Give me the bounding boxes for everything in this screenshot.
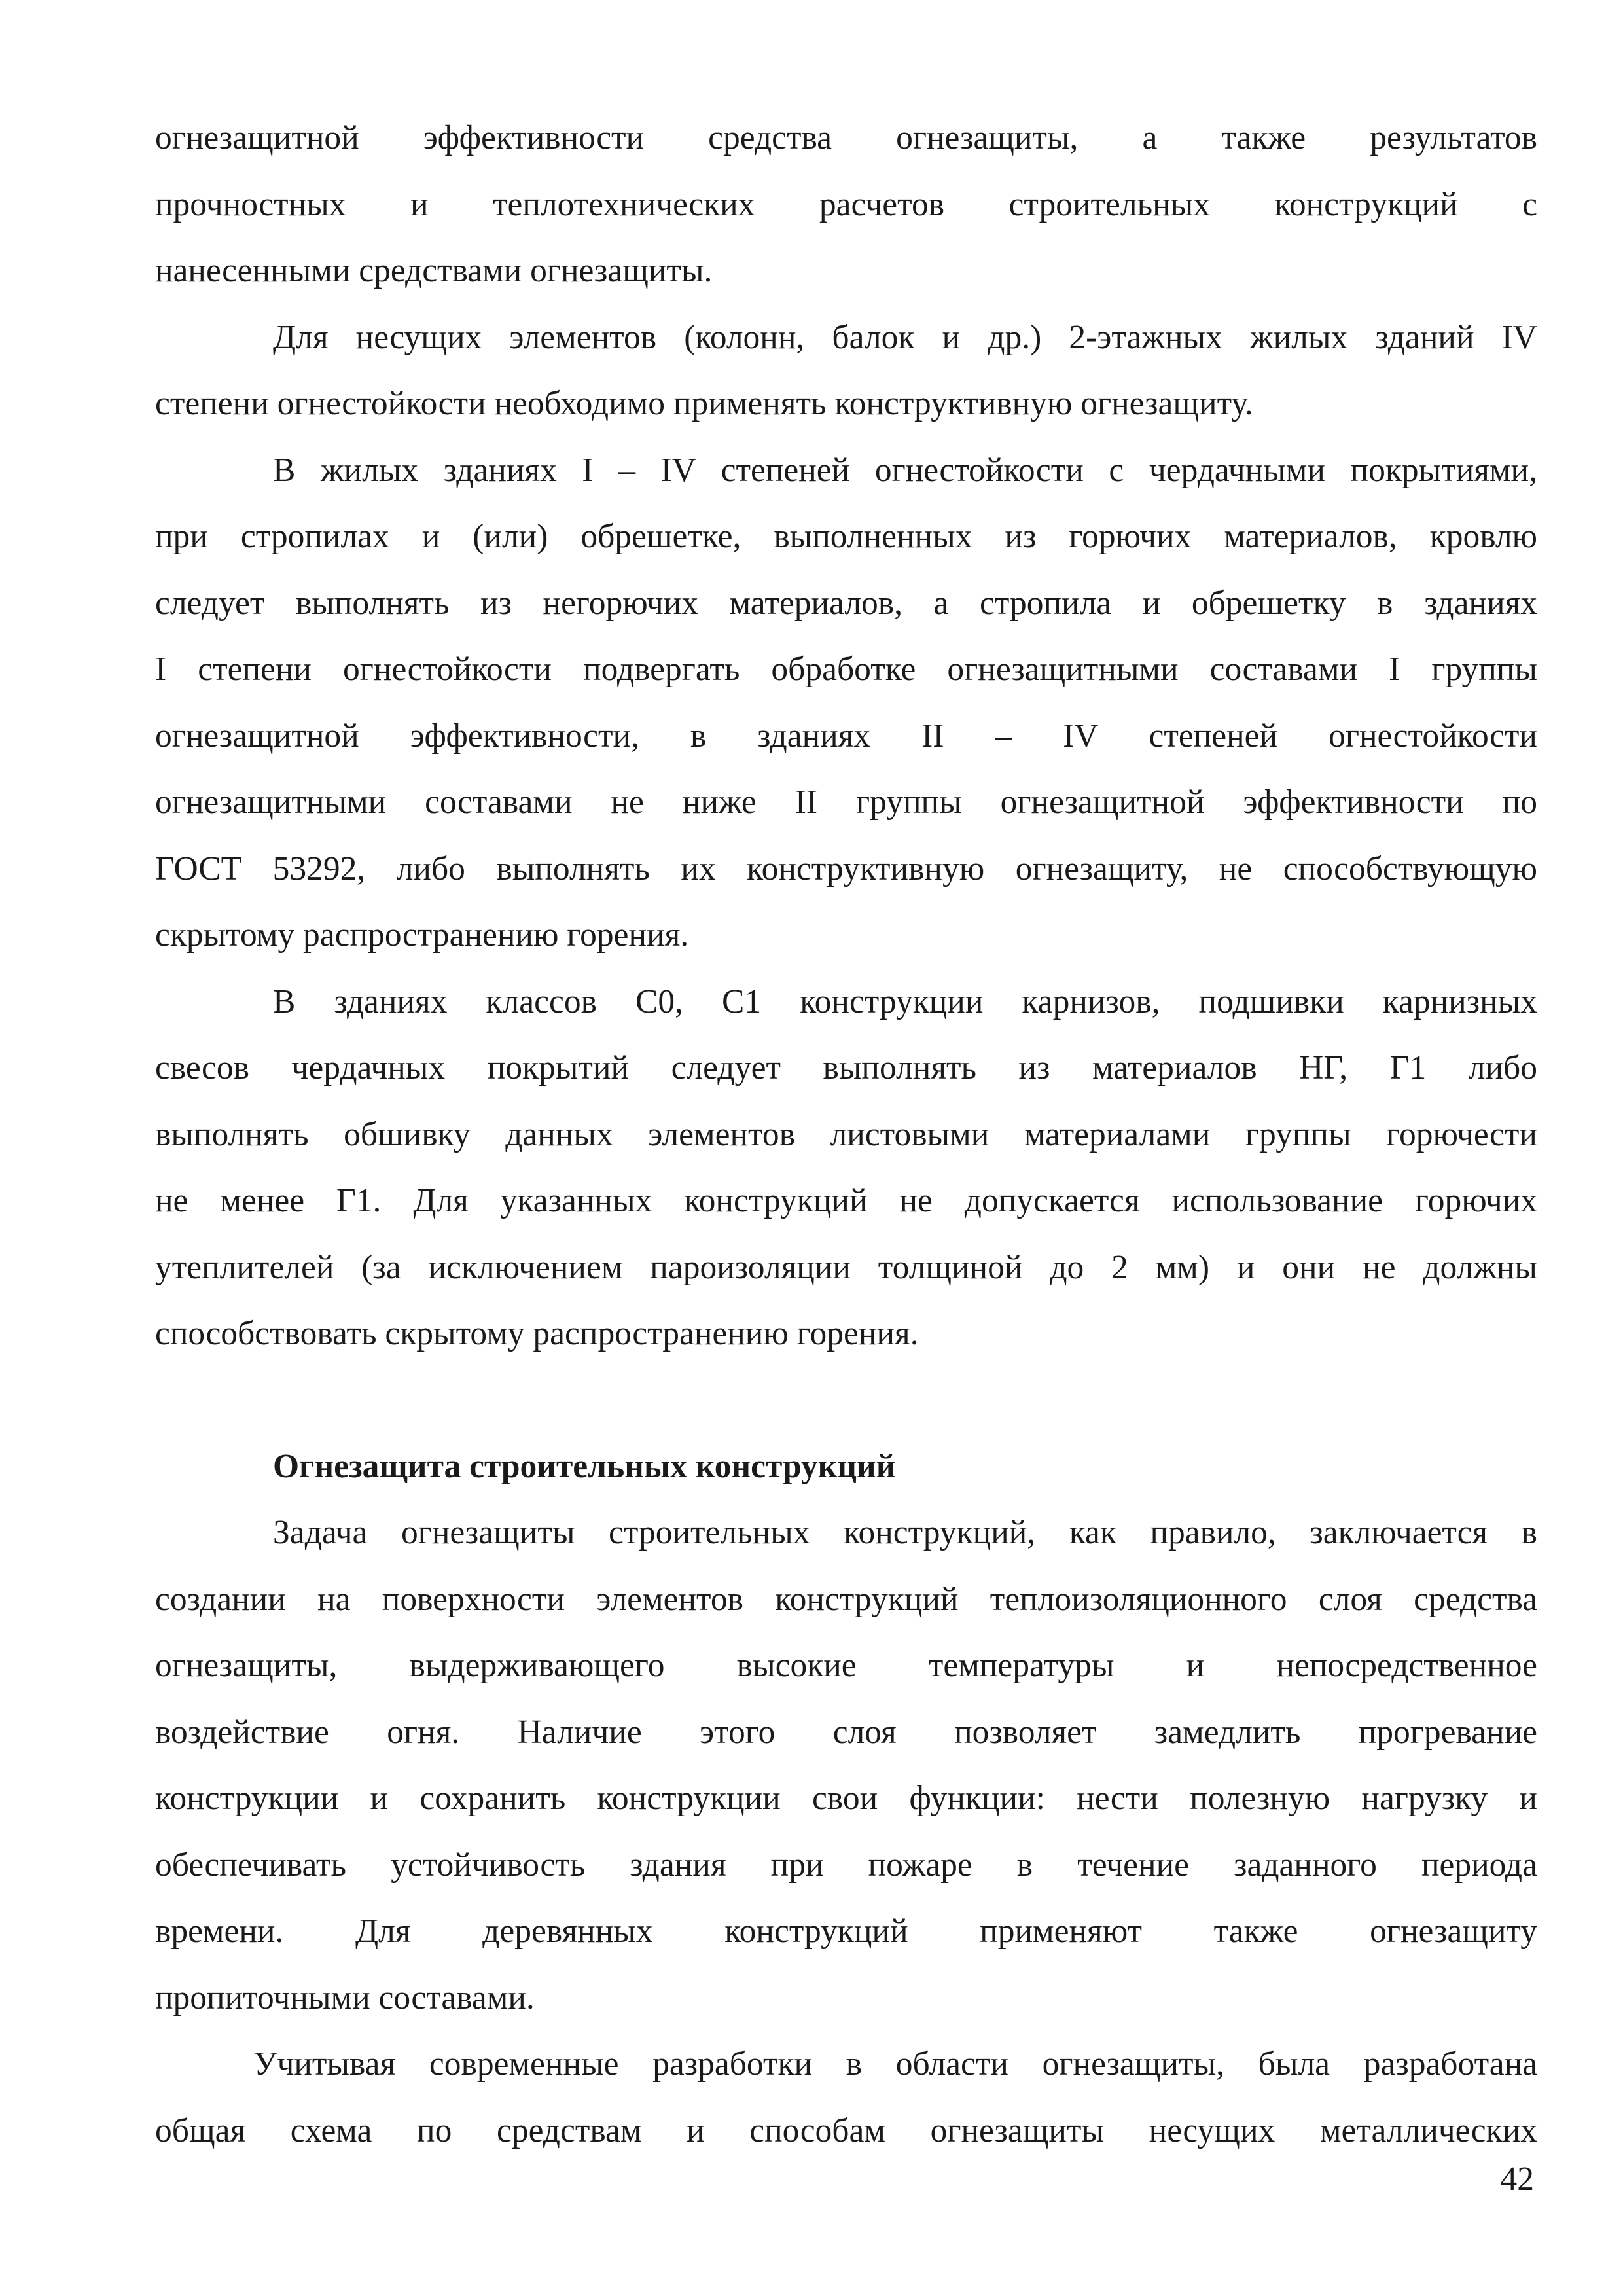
page-number: 42 — [1500, 2161, 1534, 2198]
text-line: огнезащитной эффективности, в зданиях II – IV степеней огнестойкости — [155, 717, 1537, 755]
document-page — [155, 105, 1537, 2164]
text-line: воздействие огня. Наличие этого слоя позволяет замедлить прогревание — [155, 1713, 1537, 1751]
text-line: прочностных и теплотехнических расчетов строительных конструкций с — [155, 185, 1537, 223]
text-line: степени огнестойкости необходимо применять конструктивную огнезащиту. — [155, 385, 1253, 422]
paragraph-continuation — [155, 105, 1537, 304]
text-line: скрытому распространению горения. — [155, 916, 689, 954]
section-heading: Огнезащита строительных конструкций — [273, 1447, 896, 1485]
text-line: огнезащитной эффективности средства огнезащиты, а также результатов — [155, 119, 1537, 156]
text-line: нанесенными средствами огнезащиты. — [155, 252, 713, 289]
text-line: следует выполнять из негорючих материалов, а стропила и обрешетку в зданиях — [155, 584, 1537, 622]
paragraph-load-bearing-elements — [155, 304, 1537, 437]
text-line: времени. Для деревянных конструкций применяют также огнезащиту — [155, 1912, 1537, 1950]
text-line: не менее Г1. Для указанных конструкций не допускается использование горючих — [155, 1182, 1537, 1219]
text-line: при стропилах и (или) обрешетке, выполненных из горючих материалов, кровлю — [155, 518, 1537, 555]
paragraph-cornices — [155, 969, 1537, 1367]
text-line: В жилых зданиях I – IV степеней огнестойкости с чердачными покрытиями, — [273, 451, 1537, 489]
text-line: огнезащиты, выдерживающего высокие температуры и непосредственное — [155, 1647, 1537, 1684]
text-line: конструкции и сохранить конструкции свои функции: нести полезную нагрузку и — [155, 1780, 1537, 1817]
text-line: Учитывая современные разработки в области огнезащиты, была разработана — [253, 2045, 1537, 2083]
text-line: свесов чердачных покрытий следует выполнять из материалов НГ, Г1 либо — [155, 1049, 1537, 1086]
text-line: обеспечивать устойчивость здания при пожаре в течение заданного периода — [155, 1846, 1537, 1884]
text-line: В зданиях классов С0, С1 конструкции карнизов, подшивки карнизных — [273, 982, 1537, 1020]
text-line: создании на поверхности элементов конструкций теплоизоляционного слоя средства — [155, 1580, 1537, 1618]
text-line: I степени огнестойкости подвергать обработке огнезащитными составами I группы — [155, 651, 1537, 688]
text-line: общая схема по средствам и способам огнезащиты несущих металлических — [155, 2111, 1537, 2149]
text-line: выполнять обшивку данных элементов листовыми материалами группы горючести — [155, 1115, 1537, 1153]
text-line: Для несущих элементов (колонн, балок и др.) 2-этажных жилых зданий IV — [273, 318, 1537, 356]
paragraph-fire-protection-task — [155, 1499, 1537, 2031]
text-line: огнезащитными составами не ниже II группы огнезащитной эффективности по — [155, 783, 1537, 821]
paragraph-general-scheme — [155, 2031, 1537, 2164]
text-line: способствовать скрытому распространению горения. — [155, 1315, 919, 1352]
text-line: Задача огнезащиты строительных конструкций, как правило, заключается в — [273, 1514, 1537, 1551]
text-line: ГОСТ 53292, либо выполнять их конструктивную огнезащиту, не способствующую — [155, 850, 1537, 888]
text-line: утеплителей (за исключением пароизоляции толщиной до 2 мм) и они не должны — [155, 1248, 1537, 1286]
section-gap — [155, 1367, 1537, 1433]
text-line: пропиточными составами. — [155, 1979, 535, 2017]
paragraph-attic-roofs — [155, 437, 1537, 969]
